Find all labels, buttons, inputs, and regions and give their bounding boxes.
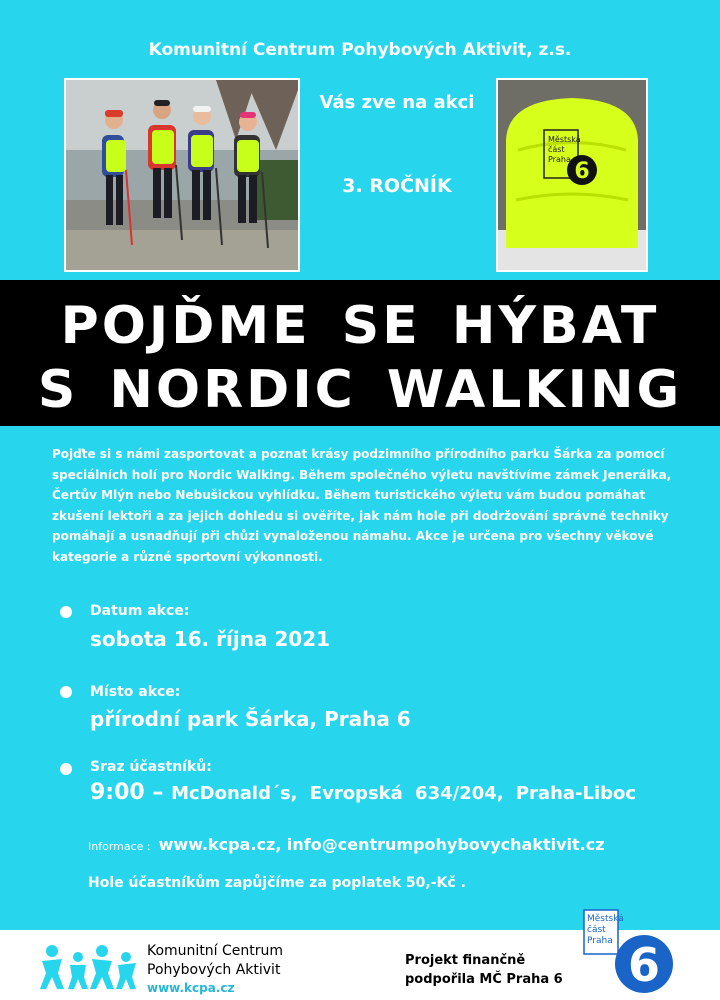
footer-org-line-1: Komunitní Centrum: [147, 943, 284, 959]
vest-logo-line2: část: [548, 145, 565, 154]
bullet-icon: [60, 763, 72, 775]
meeting-address: McDonald´s, Evropská 634/204, Praha-Liboc: [171, 783, 637, 804]
info-contacts[interactable]: www.kcpa.cz, info@centrumpohybovychaktivit.cz: [158, 835, 605, 854]
footer-org-line-2: Pohybových Aktivit: [147, 962, 281, 978]
date-label: Datum akce:: [90, 603, 190, 619]
invite-text: Vás zve na akci: [319, 92, 475, 113]
vest-photo: [496, 78, 648, 272]
vest-illustration: [498, 80, 646, 270]
project-funding-note: [405, 951, 563, 989]
organization-title: Komunitní Centrum Pohybových Aktivit, z.s.: [148, 40, 572, 60]
project-line-2: podpořila MČ Praha 6: [405, 972, 563, 987]
meeting-dash: –: [144, 780, 172, 805]
place-value: přírodní park Šárka, Praha 6: [90, 707, 411, 731]
vest-logo-line1: Městská: [548, 135, 581, 144]
info-line: [88, 835, 605, 854]
meeting-details: [90, 780, 636, 805]
kcpa-logo-icon: [40, 943, 140, 995]
p6-logo-number: 6: [627, 938, 661, 992]
pole-rental-note: Hole účastníkům zapůjčíme za poplatek 50,-Kč .: [88, 875, 466, 891]
headline-banner: [0, 280, 720, 426]
place-label: Místo akce:: [90, 684, 181, 700]
project-line-1: Projekt finančně: [405, 953, 526, 968]
info-label: Informace :: [88, 840, 151, 853]
group-photo: [64, 78, 300, 272]
p6-logo-line1: Městská: [587, 914, 624, 924]
meeting-label: Sraz účastníků:: [90, 759, 212, 775]
edition-text: 3. ROČNÍK: [342, 175, 452, 197]
p6-logo-line3: Praha: [587, 936, 613, 946]
date-value: sobota 16. října 2021: [90, 627, 331, 651]
meeting-time: 9:00: [90, 780, 145, 805]
praha6-logo-icon: [582, 908, 697, 998]
event-description: Pojďte si s námi zasportovat a poznat krásy podzimního přírodního parku Šárka za pomocí speciálních holí pro Nordic Walking. Během společného výletu navštívíme zámek Jenerálka, Čertův Mlýn nebo Nebušickou vyhlídku. Během turistického výletu vám budou pomáhat zkušení lektoři a za jejich dohledu si ověříte, jak nám hole při dodržování správné techniky pomáhají a usnadňují při chůzi vynaloženou námahu. Akce je určena pro všechny věkové kategorie a různé sportovní výkonnosti.: [52, 447, 672, 564]
vest-logo-line3: Praha: [548, 155, 571, 164]
bullet-icon: [60, 686, 72, 698]
headline-line-1: POJĎME SE HÝBAT: [60, 296, 660, 356]
bullet-icon: [60, 606, 72, 618]
footer-website-link[interactable]: www.kcpa.cz: [147, 981, 235, 995]
headline-line-2: S NORDIC WALKING: [37, 360, 683, 420]
footer-organization: [147, 942, 283, 980]
group-photo-illustration: [66, 80, 298, 270]
p6-logo-line2: část: [587, 925, 606, 935]
vest-logo-number: 6: [574, 159, 590, 184]
